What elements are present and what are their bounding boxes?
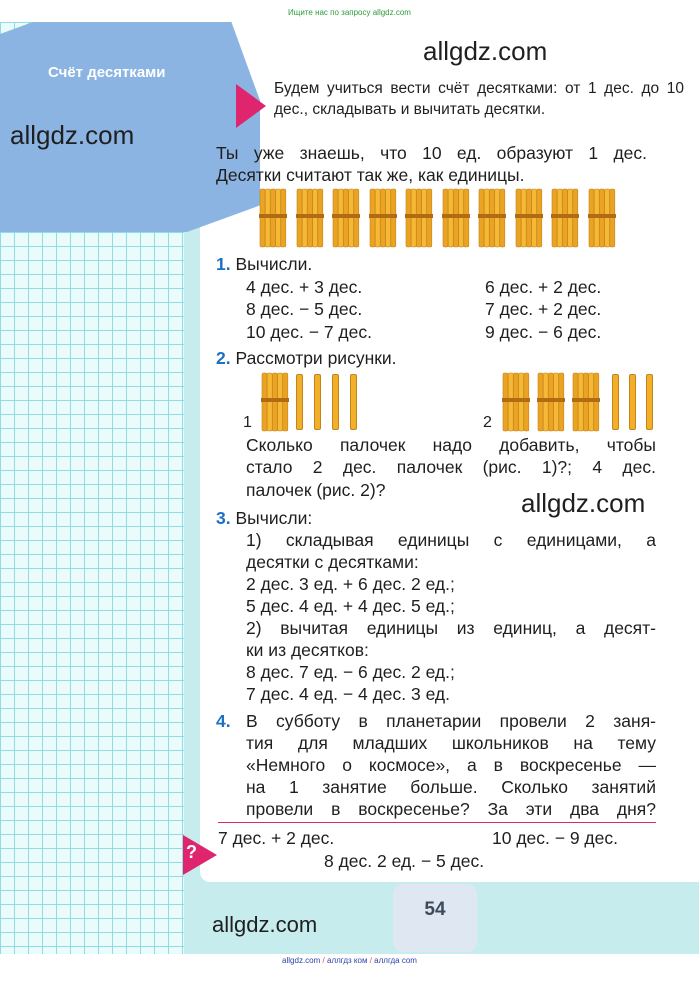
figure-label: 2 <box>483 414 492 431</box>
stick-bundle-icon <box>588 187 616 249</box>
expression: 2 дес. 3 ед. + 6 дес. 2 ед.; <box>246 574 455 594</box>
expression: 10 дес. − 7 дес. <box>246 322 372 342</box>
section-title: Счёт десятками <box>48 64 166 81</box>
expression: 8 дес. 7 ед. − 6 дес. 2 ед.; <box>246 662 455 682</box>
stick-bundle-icon <box>537 371 565 433</box>
expression: 10 дес. − 9 дес. <box>492 828 618 848</box>
single-stick-icon <box>332 374 339 430</box>
task-1-header <box>216 253 312 275</box>
task-text: «Немного о космосе», а в воскресенье — <box>246 755 656 775</box>
single-stick-icon <box>350 374 357 430</box>
stick-bundle-icon <box>478 187 506 249</box>
single-stick-icon <box>612 374 619 430</box>
task-number: 1. <box>216 254 231 274</box>
task-text: стало 2 дес. палочек (рис. 1)?; 4 дес. <box>246 457 656 477</box>
expression: 8 дес. − 5 дес. <box>246 299 363 319</box>
footer-link[interactable]: allgdz.com <box>282 956 321 965</box>
watermark: allgdz.com <box>212 912 318 937</box>
footer-links <box>0 956 699 965</box>
task-title: Вычисли. <box>235 254 313 274</box>
task-text: ки из десятков: <box>246 640 369 660</box>
task-number: 4. <box>216 711 231 731</box>
footer-link[interactable]: аллгдз ком <box>327 956 368 965</box>
expression: 8 дес. 2 ед. − 5 дес. <box>324 851 485 871</box>
watermark: allgdz.com <box>423 36 548 66</box>
task-text: палочек (рис. 2)? <box>246 480 386 500</box>
expression: 7 дес. + 2 дес. <box>485 299 602 319</box>
task-text: 1) складывая единицы с единицами, а <box>246 530 656 550</box>
stick-bundle-icon <box>551 187 579 249</box>
task-text: В субботу в планетарии провели 2 заня- <box>246 711 656 731</box>
stick-bundle-icon <box>261 371 289 433</box>
page-number: 54 <box>393 884 477 952</box>
single-stick-icon <box>629 374 636 430</box>
expression: 6 дес. + 2 дес. <box>485 277 602 297</box>
expression: 7 дес. + 2 дес. <box>218 828 335 848</box>
task-4-number <box>216 710 231 732</box>
single-stick-icon <box>296 374 303 430</box>
task-title: Вычисли: <box>235 508 313 528</box>
intro-text: Ты уже знаешь, что 10 ед. образуют 1 дес. <box>216 143 647 163</box>
task-text: 2) вычитая единицы из единиц, а десят- <box>246 618 656 638</box>
intro-text: Десятки считают так же, как единицы. <box>216 165 525 185</box>
footer-separator: / <box>369 956 372 965</box>
play-triangle-icon <box>236 84 266 128</box>
task-3-header <box>216 507 312 529</box>
expression: 5 дес. 4 ед. + 4 дес. 5 ед.; <box>246 596 455 616</box>
task-2-header <box>216 347 397 369</box>
single-stick-icon <box>646 374 653 430</box>
figure-label: 1 <box>243 414 252 431</box>
expression: 9 дес. − 6 дес. <box>485 322 602 342</box>
task-text: тия для младших школьников на тему <box>246 733 656 753</box>
question-mark-icon: ? <box>186 842 197 862</box>
stick-bundle-icon <box>515 187 543 249</box>
separator-line <box>218 822 656 823</box>
task-title: Рассмотри рисунки. <box>235 348 397 368</box>
watermark: allgdz.com <box>521 488 646 518</box>
watermark: allgdz.com <box>10 120 135 150</box>
task-number: 2. <box>216 348 231 368</box>
stick-bundle-icon <box>259 187 287 249</box>
task-text: на 1 занятие больше. Сколько занятий <box>246 777 656 797</box>
lesson-goal: Будем учиться вести счёт десятками: от 1 дес. до 10 дес., складывать и вычитать десятки. <box>274 80 684 118</box>
stick-bundle-icon <box>502 371 530 433</box>
stick-bundle-icon <box>405 187 433 249</box>
stick-bundle-icon <box>442 187 470 249</box>
expression: 7 дес. 4 ед. − 4 дес. 3 ед. <box>246 684 451 704</box>
footer-separator: / <box>322 956 325 965</box>
footer-link[interactable]: аллгда com <box>374 956 417 965</box>
stick-bundle-icon <box>369 187 397 249</box>
task-text: провели в воскресенье? За эти два дня? <box>246 799 656 819</box>
top-banner: Ищите нас по запросу allgdz.com <box>288 8 411 17</box>
task-number: 3. <box>216 508 231 528</box>
task-text: десятки с десятками: <box>246 552 419 572</box>
stick-bundle-icon <box>332 187 360 249</box>
stick-bundle-icon <box>296 187 324 249</box>
task-text: Сколько палочек надо добавить, чтобы <box>246 435 656 455</box>
stick-bundle-icon <box>572 371 600 433</box>
single-stick-icon <box>314 374 321 430</box>
expression: 4 дес. + 3 дес. <box>246 277 363 297</box>
